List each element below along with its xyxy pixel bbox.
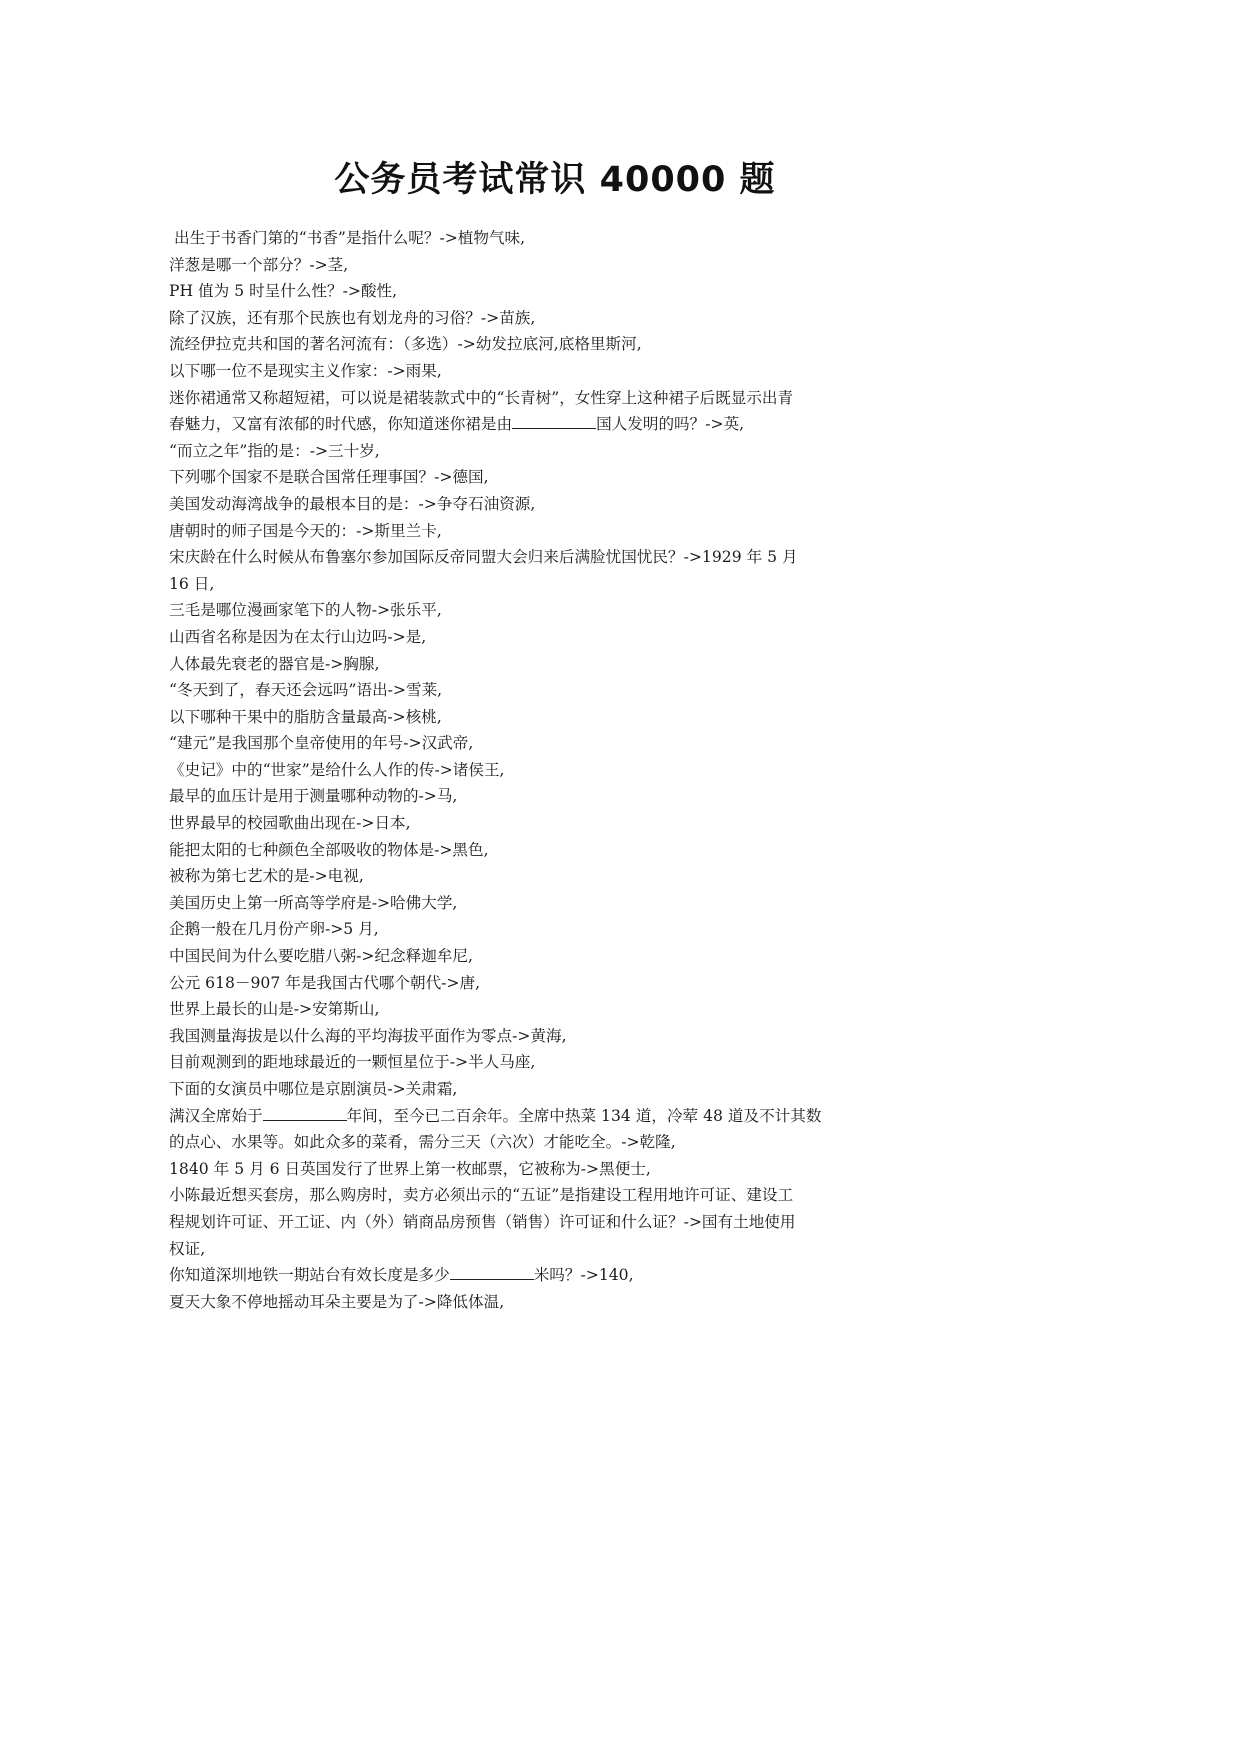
question-line: 唐朝时的师子国是今天的：->斯里兰卡, — [169, 521, 442, 540]
question-line: 世界上最长的山是->安第斯山, — [169, 1000, 380, 1019]
question-line: 出生于书香门第的“书香”是指什么呢？->植物气味, — [174, 229, 526, 247]
question-line: 以下哪种干果中的脂肪含量最高->核桃, — [169, 707, 442, 726]
question-line: 能把太阳的七种颜色全部吸收的物体是->黑色, — [169, 840, 489, 859]
question-line: 人体最先衰老的器官是->胸腺, — [169, 654, 380, 673]
question-line: 企鹅一般在几月份产卵->5 月, — [169, 920, 379, 939]
question-line: 最早的血压计是用于测量哪种动物的->马, — [169, 787, 458, 806]
question-line: 权证, — [169, 1239, 206, 1258]
question-line: 下列哪个国家不是联合国常任理事国？->德国, — [169, 468, 489, 487]
question-line: 世界最早的校园歌曲出现在->日本, — [169, 814, 411, 833]
question-line: “冬天到了，春天还会远吗”语出->雪莱, — [169, 681, 443, 700]
question-line: 我国测量海拔是以什么海的平均海拔平面作为零点->黄海, — [169, 1026, 567, 1045]
question-line — [169, 1262, 943, 1289]
question-line: “建元”是我国那个皇帝使用的年号->汉武帝, — [169, 734, 474, 753]
line-text-before-blank: 满汉全席始于 — [169, 1106, 263, 1125]
question-line: 除了汉族，还有那个民族也有划龙舟的习俗？->苗族, — [169, 308, 536, 327]
question-line: 三毛是哪位漫画家笔下的人物->张乐平, — [169, 601, 442, 620]
question-line: 宋庆龄在什么时候从布鲁塞尔参加国际反帝同盟大会归来后满脸忧国忧民？->1929 年 5 月 — [169, 548, 798, 567]
question-line — [169, 1103, 943, 1130]
question-line: 《史记》中的“世家”是给什么人作的传->诸侯王, — [169, 760, 505, 779]
question-line: “而立之年”指的是：->三十岁, — [169, 441, 380, 460]
question-line: 美国历史上第一所高等学府是->哈佛大学, — [169, 893, 458, 912]
question-line: 山西省名称是因为在太行山边吗->是, — [169, 627, 427, 646]
question-line: 迷你裙通常又称超短裙，可以说是裙装款式中的“长青树”，女性穿上这种裙子后既显示出青 — [169, 388, 794, 407]
question-line: PH 值为 5 时呈什么性？->酸性, — [169, 282, 398, 301]
fill-in-blank — [263, 1104, 347, 1121]
question-line: 公元 618－907 年是我国古代哪个朝代->唐, — [169, 973, 481, 992]
question-line: 夏天大象不停地摇动耳朵主要是为了->降低体温, — [169, 1292, 505, 1311]
document-title: 公务员考试常识 40000 题 — [334, 160, 776, 200]
question-list — [169, 225, 943, 1315]
question-line: 1840 年 5 月 6 日英国发行了世界上第一枚邮票，它被称为->黑便士, — [169, 1159, 651, 1178]
line-text-after-blank: 年间，至今已二百余年。全席中热菜 134 道，冷荤 48 道及不计其数 — [346, 1106, 822, 1125]
question-line: 被称为第七艺术的是->电视, — [169, 867, 364, 886]
question-line: 下面的女演员中哪位是京剧演员->关肃霜, — [169, 1080, 458, 1098]
fill-in-blank — [450, 1263, 534, 1280]
question-line: 程规划许可证、开工证、内（外）销商品房预售（销售）许可证和什么证？->国有土地使用 — [169, 1212, 796, 1231]
question-line: 以下哪一位不是现实主义作家：->雨果, — [169, 361, 442, 380]
question-line: 中国民间为什么要吃腊八粥->纪念释迦牟尼, — [169, 947, 473, 966]
question-line: 的点心、水果等。如此众多的菜肴，需分三天（六次）才能吃全。->乾隆, — [169, 1133, 676, 1152]
question-line: 美国发动海湾战争的最根本目的是：->争夺石油资源, — [169, 494, 536, 513]
question-line: 16 日, — [169, 574, 215, 593]
question-line: 小陈最近想买套房，那么购房时，卖方必须出示的“五证”是指建设工程用地许可证、建设工 — [169, 1186, 794, 1205]
line-text-after-blank: 国人发明的吗？->英, — [596, 415, 745, 434]
question-line: 流经伊拉克共和国的著名河流有：（多选）->幼发拉底河,底格里斯河, — [169, 335, 642, 354]
question-line: 目前观测到的距地球最近的一颗恒星位于->半人马座, — [169, 1053, 536, 1072]
line-text-before-blank: 你知道深圳地铁一期站台有效长度是多少 — [169, 1266, 450, 1285]
question-line: 洋葱是哪一个部分？->茎, — [169, 255, 349, 274]
fill-in-blank — [512, 412, 596, 429]
line-text-after-blank: 米吗？->140, — [533, 1266, 634, 1285]
question-line — [169, 411, 943, 438]
line-text-before-blank: 春魅力，又富有浓郁的时代感，你知道迷你裙是由 — [169, 415, 513, 434]
